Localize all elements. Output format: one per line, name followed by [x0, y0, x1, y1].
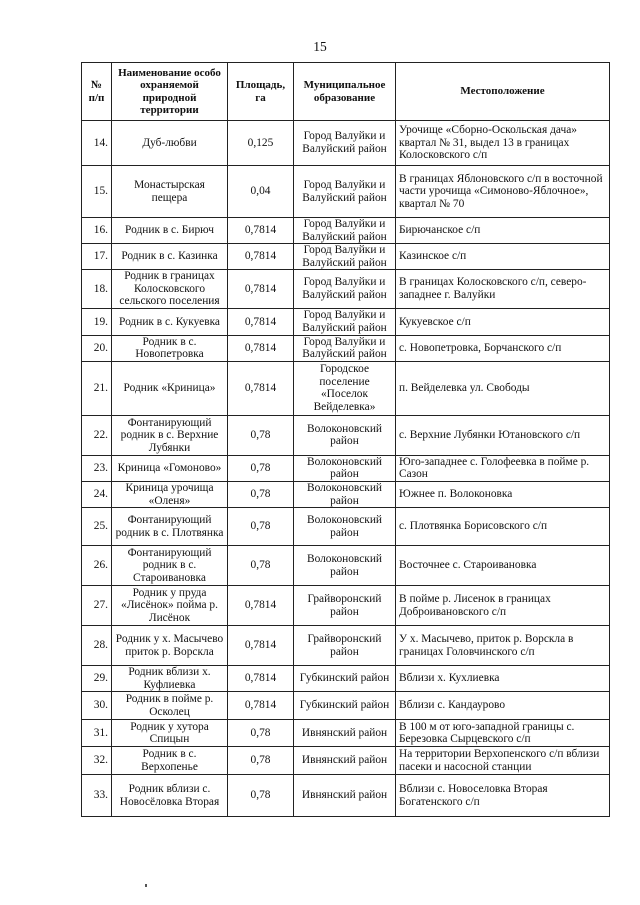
row-number: 22.: [82, 415, 112, 455]
table-row: [82, 335, 610, 361]
row-number: 28.: [82, 626, 112, 666]
row-number: 19.: [82, 308, 112, 335]
row-location: Кукуевское с/п: [396, 308, 610, 335]
row-location: с. Верхние Лубянки Ютановского с/п: [396, 415, 610, 455]
row-municipality: Город Валуйки и Валуйский район: [294, 244, 396, 270]
row-area: 0,78: [228, 775, 294, 817]
row-name: Родник в с. Новопетровка: [112, 335, 228, 361]
table-row: [82, 747, 610, 775]
row-municipality: Город Валуйки и Валуйский район: [294, 270, 396, 309]
row-number: 21.: [82, 361, 112, 415]
row-municipality: Городское поселение «Поселок Вейделевка»: [294, 361, 396, 415]
row-municipality: Грайворонский район: [294, 586, 396, 626]
row-name: Родник вблизи с. Новосёловка Вторая: [112, 775, 228, 817]
row-number: 25.: [82, 508, 112, 546]
row-location: Урочище «Сборно-Оскольская дача» квартал № 31, выдел 13 в границах Колосковского с/п: [396, 121, 610, 166]
table-row: [82, 586, 610, 626]
row-location: В границах Яблоновского с/п в восточной части урочища «Симоново-Яблочное», квартал № 70: [396, 166, 610, 218]
row-area: 0,7814: [228, 692, 294, 720]
table-row: [82, 270, 610, 309]
row-name: Родник у хутора Спицын: [112, 720, 228, 747]
row-name: Криница «Гомоново»: [112, 455, 228, 481]
row-name: Родник в границах Колосковского сельского поселения: [112, 270, 228, 309]
row-location: Бирючанское с/п: [396, 218, 610, 244]
table-row: [82, 166, 610, 218]
table-row: [82, 775, 610, 817]
row-name: Фонтанирующий родник в с. Верхние Лубянки: [112, 415, 228, 455]
row-area: 0,04: [228, 166, 294, 218]
row-number: 32.: [82, 747, 112, 775]
table-row: [82, 361, 610, 415]
table-row: [82, 121, 610, 166]
row-area: 0,78: [228, 720, 294, 747]
table-row: [82, 482, 610, 508]
row-number: 23.: [82, 455, 112, 481]
header-name: Наименование особо охраняемой природной территории: [112, 63, 228, 121]
table-row: [82, 244, 610, 270]
row-location: В 100 м от юго-западной границы с. Березовка Сырцевского с/п: [396, 720, 610, 747]
row-location: Южнее п. Волоконовка: [396, 482, 610, 508]
row-municipality: Город Валуйки и Валуйский район: [294, 121, 396, 166]
row-area: 0,7814: [228, 586, 294, 626]
row-area: 0,78: [228, 482, 294, 508]
table-row: [82, 692, 610, 720]
row-number: 15.: [82, 166, 112, 218]
row-area: 0,7814: [228, 335, 294, 361]
row-area: 0,78: [228, 546, 294, 586]
row-name: Дуб-любви: [112, 121, 228, 166]
header-municipality: Муниципальное образование: [294, 63, 396, 121]
row-area: 0,78: [228, 747, 294, 775]
row-name: Родник вблизи х. Куфлиевка: [112, 666, 228, 692]
row-name: Монастырская пещера: [112, 166, 228, 218]
scan-artifact: [145, 884, 147, 887]
row-municipality: Волоконовский район: [294, 482, 396, 508]
row-area: 0,7814: [228, 244, 294, 270]
table-row: [82, 626, 610, 666]
row-name: Родник у х. Масычево приток р. Ворскла: [112, 626, 228, 666]
row-number: 17.: [82, 244, 112, 270]
table-row: [82, 546, 610, 586]
row-number: 14.: [82, 121, 112, 166]
row-location: В границах Колосковского с/п, северо-западнее г. Валуйки: [396, 270, 610, 309]
row-area: 0,7814: [228, 218, 294, 244]
row-municipality: Ивнянский район: [294, 720, 396, 747]
row-number: 27.: [82, 586, 112, 626]
row-name: Родник в с. Кукуевка: [112, 308, 228, 335]
table-header-row: [82, 63, 610, 121]
row-name: Фонтанирующий родник в с. Староивановка: [112, 546, 228, 586]
row-location: В пойме р. Лисенок в границах Доброивановского с/п: [396, 586, 610, 626]
page-number: 15: [313, 39, 327, 54]
row-area: 0,7814: [228, 666, 294, 692]
table-body: [82, 121, 610, 817]
row-municipality: Грайворонский район: [294, 626, 396, 666]
table-row: [82, 666, 610, 692]
header-area: Площадь, га: [228, 63, 294, 121]
row-area: 0,7814: [228, 361, 294, 415]
header-num: № п/п: [82, 63, 112, 121]
header-location: Местоположение: [396, 63, 610, 121]
row-name: Родник в с. Верхопенье: [112, 747, 228, 775]
row-location: Вблизи с. Новоселовка Вторая Богатенского с/п: [396, 775, 610, 817]
row-number: 20.: [82, 335, 112, 361]
row-area: 0,7814: [228, 626, 294, 666]
table-row: [82, 508, 610, 546]
row-name: Родник в пойме р. Осколец: [112, 692, 228, 720]
row-name: Родник в с. Бирюч: [112, 218, 228, 244]
row-area: 0,78: [228, 455, 294, 481]
row-number: 16.: [82, 218, 112, 244]
row-location: У х. Масычево, приток р. Ворскла в границах Головчинского с/п: [396, 626, 610, 666]
row-municipality: Город Валуйки и Валуйский район: [294, 308, 396, 335]
row-name: Родник у пруда «Лисёнок» пойма р. Лисёнок: [112, 586, 228, 626]
table-row: [82, 218, 610, 244]
table-row: [82, 308, 610, 335]
row-municipality: Город Валуйки и Валуйский район: [294, 335, 396, 361]
row-number: 18.: [82, 270, 112, 309]
row-location: с. Плотвянка Борисовского с/п: [396, 508, 610, 546]
row-area: 0,125: [228, 121, 294, 166]
row-number: 30.: [82, 692, 112, 720]
row-location: с. Новопетровка, Борчанского с/п: [396, 335, 610, 361]
row-number: 29.: [82, 666, 112, 692]
row-location: п. Вейделевка ул. Свободы: [396, 361, 610, 415]
row-number: 26.: [82, 546, 112, 586]
row-municipality: Волоконовский район: [294, 546, 396, 586]
row-number: 24.: [82, 482, 112, 508]
row-location: Восточнее с. Староивановка: [396, 546, 610, 586]
row-municipality: Губкинский район: [294, 692, 396, 720]
row-municipality: Город Валуйки и Валуйский район: [294, 166, 396, 218]
row-location: На территории Верхопенского с/п вблизи пасеки и насосной станции: [396, 747, 610, 775]
table-row: [82, 720, 610, 747]
row-name: Родник «Криница»: [112, 361, 228, 415]
row-name: Фонтанирующий родник в с. Плотвянка: [112, 508, 228, 546]
row-area: 0,7814: [228, 308, 294, 335]
table-row: [82, 415, 610, 455]
row-area: 0,7814: [228, 270, 294, 309]
table-row: [82, 455, 610, 481]
row-location: Юго-западнее с. Голофеевка в пойме р. Сазон: [396, 455, 610, 481]
row-municipality: Губкинский район: [294, 666, 396, 692]
row-area: 0,78: [228, 415, 294, 455]
row-location: Казинское с/п: [396, 244, 610, 270]
row-number: 31.: [82, 720, 112, 747]
row-municipality: Волоконовский район: [294, 455, 396, 481]
row-area: 0,78: [228, 508, 294, 546]
protected-areas-table: [81, 62, 610, 817]
row-number: 33.: [82, 775, 112, 817]
row-municipality: Ивнянский район: [294, 747, 396, 775]
row-municipality: Город Валуйки и Валуйский район: [294, 218, 396, 244]
row-location: Вблизи с. Кандаурово: [396, 692, 610, 720]
row-location: Вблизи х. Кухлиевка: [396, 666, 610, 692]
row-name: Криница урочища «Оленя»: [112, 482, 228, 508]
row-municipality: Волоконовский район: [294, 415, 396, 455]
row-name: Родник в с. Казинка: [112, 244, 228, 270]
row-municipality: Ивнянский район: [294, 775, 396, 817]
row-municipality: Волоконовский район: [294, 508, 396, 546]
